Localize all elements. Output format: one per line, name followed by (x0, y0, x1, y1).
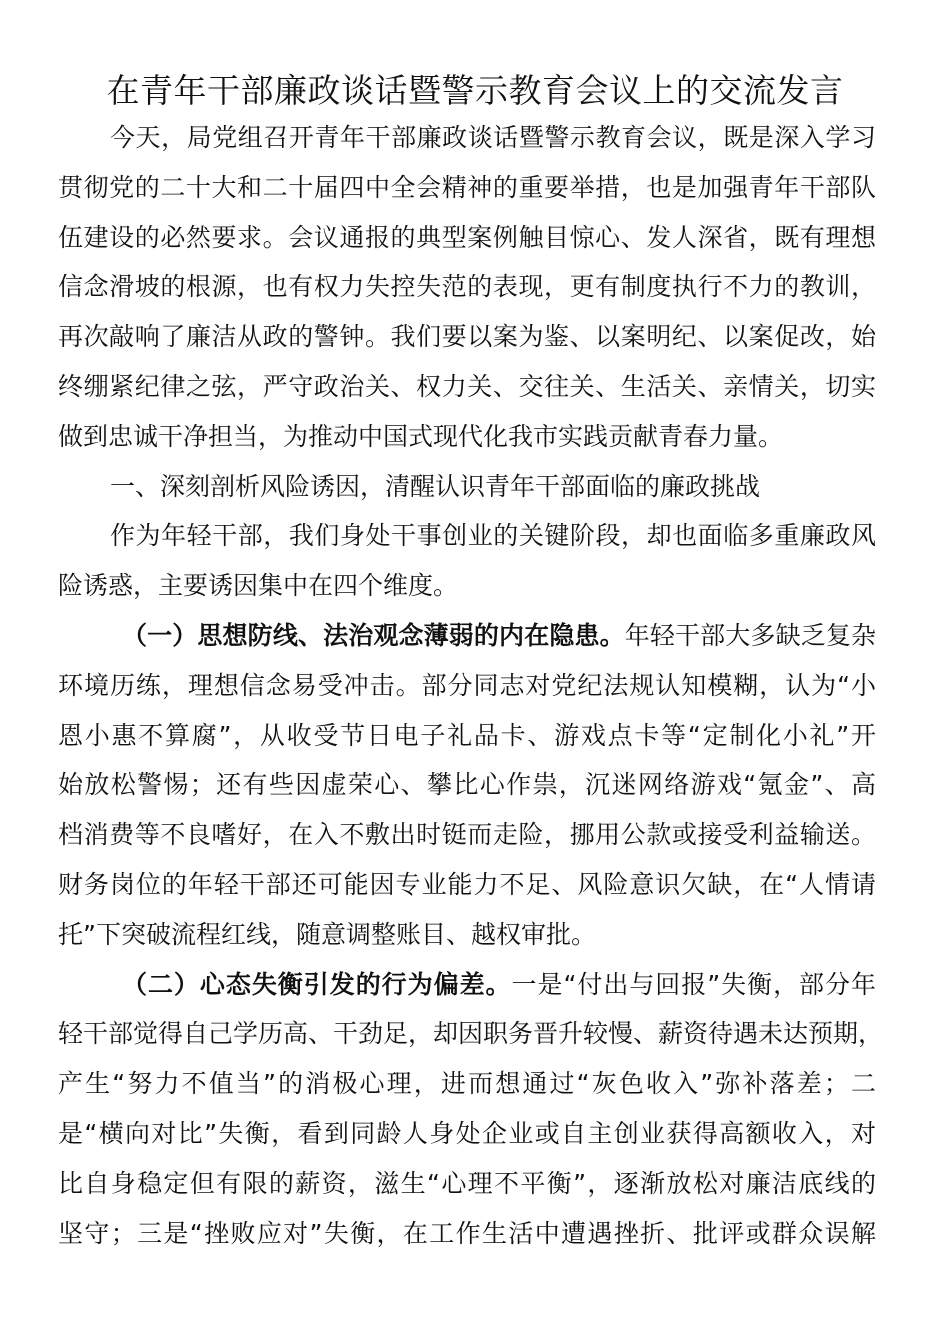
text-line (58, 163, 876, 213)
text-line (58, 113, 876, 163)
text-line (58, 860, 876, 910)
text-line (58, 1109, 876, 1159)
paragraph (58, 511, 876, 611)
text-line (58, 960, 876, 1010)
line-text: 是“横向对比”失衡，看到同龄人身处企业或自主创业获得高额收入，对 (58, 1118, 876, 1148)
document-title: 在青年干部廉政谈话暨警示教育会议上的交流发言 (106, 71, 844, 110)
text-line (58, 711, 876, 761)
paragraph (58, 960, 884, 1259)
line-text: 轻干部觉得自己学历高、干劲足，却因职务晋升较慢、薪资待遇未达预期， (58, 1019, 884, 1049)
line-text: 环境历练，理想信念易受冲击。部分同志对党纪法规认知模糊，认为“小 (58, 670, 876, 700)
line-text: 财务岗位的年轻干部还可能因专业能力不足、风险意识欠缺，在“人情请 (58, 869, 876, 899)
section-heading (58, 462, 876, 512)
line-text: 信念滑坡的根源，也有权力失控失范的表现，更有制度执行不力的教训， (58, 272, 876, 302)
paragraph (58, 611, 876, 960)
line-text: 终绷紧纪律之弦，严守政治关、权力关、交往关、生活关、亲情关，切实 (58, 371, 876, 401)
text-line (58, 312, 876, 362)
text-line (58, 661, 876, 711)
text-line (58, 511, 876, 561)
subsection-heading: （二）心态失衡引发的行为偏差。 (122, 969, 512, 999)
document-body (58, 113, 884, 1258)
text-line (58, 810, 876, 860)
text-line (58, 213, 876, 263)
text-line (58, 760, 876, 810)
text-line (58, 362, 876, 412)
line-text: 险诱惑，主要诱因集中在四个维度。 (58, 571, 459, 601)
text-line (58, 561, 876, 611)
line-text: 坚守；三是“挫败应对”失衡，在工作生活中遭遇挫折、批评或群众误解 (58, 1218, 876, 1248)
text-line (58, 262, 876, 312)
line-text: 始放松警惕；还有些因虚荣心、攀比心作祟，沉迷网络游戏“氪金”、高 (58, 770, 876, 800)
subsection-heading: （一）思想防线、法治观念薄弱的内在隐患。 (122, 620, 625, 650)
line-text: 再次敲响了廉洁从政的警钟。我们要以案为鉴、以案明纪、以案促改，始 (58, 322, 876, 352)
text-line (58, 1209, 876, 1259)
text-line (58, 910, 876, 960)
line-text: 今天，局党组召开青年干部廉政谈话暨警示教育会议，既是深入学习 (110, 123, 876, 152)
line-text: 年轻干部大多缺乏复杂 (624, 620, 876, 650)
text-line (58, 412, 876, 462)
line-text: 一、深刻剖析风险诱因，清醒认识青年干部面临的廉政挑战 (110, 471, 761, 501)
line-text: 做到忠诚干净担当，为推动中国式现代化我市实践贡献青春力量。 (58, 421, 784, 451)
line-text: 伍建设的必然要求。会议通报的典型案例触目惊心、发人深省，既有理想 (58, 222, 876, 252)
line-text: 贯彻党的二十大和二十届四中全会精神的重要举措，也是加强青年干部队 (58, 172, 876, 202)
text-line (58, 1009, 884, 1059)
paragraph (58, 113, 876, 462)
line-text: 档消费等不良嗜好，在入不敷出时铤而走险，挪用公款或接受利益输送。 (58, 820, 876, 850)
line-text: 比自身稳定但有限的薪资，滋生“心理不平衡”，逐渐放松对廉洁底线的 (58, 1168, 876, 1198)
line-text: 托”下突破流程红线，随意调整账目、越权审批。 (58, 919, 596, 949)
line-text: 产生“努力不值当”的消极心理，进而想通过“灰色收入”弥补落差；二 (58, 1069, 876, 1099)
text-line (58, 462, 876, 512)
line-text: 一是“付出与回报”失衡，部分年 (511, 969, 876, 999)
text-line (58, 1059, 876, 1109)
line-text: 作为年轻干部，我们身处干事创业的关键阶段，却也面临多重廉政风 (110, 521, 876, 551)
text-line (58, 611, 876, 661)
line-text: 恩小惠不算腐”，从收受节日电子礼品卡、游戏点卡等“定制化小礼”开 (58, 720, 876, 750)
text-line (58, 1159, 876, 1209)
